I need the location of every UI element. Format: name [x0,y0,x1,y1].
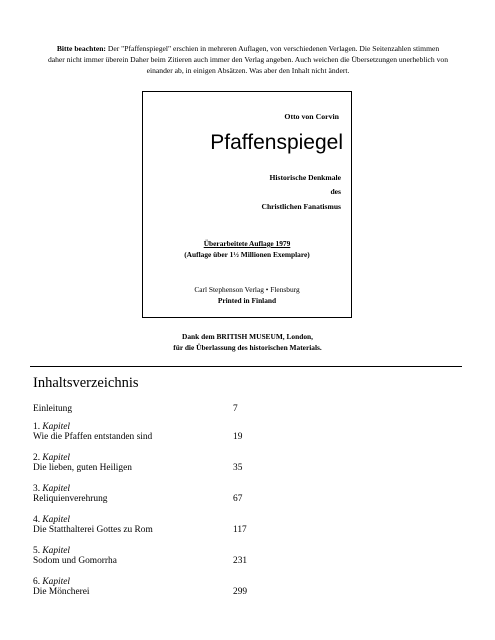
toc-entry-title: Reliquienverehrung [33,494,108,504]
chapter-word: Kapitel [42,453,70,463]
subtitle-line-2: des [330,187,341,196]
edition: Überarbeitete Auflage 1979 [203,239,291,248]
toc-entry-page: 35 [233,463,243,473]
toc-entry[interactable] [33,404,293,422]
toc-entry[interactable] [33,453,293,484]
notice-label: Bitte beachten: [56,44,106,53]
toc-entry-title: Die Statthalterei Gottes zu Rom [33,525,153,535]
chapter-number: 6. [33,577,41,587]
toc-entry[interactable] [33,546,293,577]
chapter-word: Kapitel [42,577,70,587]
chapter-number: 1. [33,422,41,432]
chapter-word: Kapitel [42,484,70,494]
divider [30,366,462,367]
toc-chapter-number [33,422,70,432]
toc-heading: Inhaltsverzeichnis [33,375,139,391]
acknowledgement-line-1: Dank dem BRITISH MUSEUM, London, [181,332,313,341]
toc-entry[interactable] [33,422,293,453]
toc-chapter-number [33,577,70,587]
acknowledgement [90,331,405,353]
toc-entry-page: 19 [233,432,243,442]
toc-entry[interactable] [33,515,293,546]
toc-entry-title: Die Möncherei [33,587,90,597]
chapter-number: 3. [33,484,41,494]
table-of-contents [33,404,293,608]
subtitle-line-1: Historische Denkmale [269,173,341,182]
toc-entry-title: Wie die Pfaffen entstanden sind [33,432,153,442]
title-page-box [142,91,352,318]
publisher: Carl Stephenson Verlag • Flensburg [194,285,300,294]
toc-entry-title: Die lieben, guten Heiligen [33,463,132,473]
toc-entry-page: 299 [233,587,248,597]
subtitle-line-3: Christlichen Fanatismus [261,202,341,211]
chapter-word: Kapitel [42,546,70,556]
toc-chapter-number [33,453,70,463]
chapter-word: Kapitel [42,515,70,525]
toc-entry[interactable] [33,484,293,515]
toc-entry-title: Sodom und Gomorrha [33,556,117,566]
book-title: Pfaffenspiegel [210,131,343,154]
chapter-number: 5. [33,546,41,556]
printed-in: Printed in Finland [217,296,277,305]
notice [18,43,478,76]
author: Otto von Corvin [284,112,339,121]
edition-copies: (Auflage über 1½ Millionen Exemplare) [184,250,310,259]
toc-entry[interactable] [33,577,293,608]
toc-entry-page: 67 [233,494,243,504]
notice-line-3: einander ab, in einigen Absätzen. Was aber den Inhalt nicht ändert. [146,66,350,75]
toc-entry-page: 231 [233,556,248,566]
toc-chapter-number [33,515,70,525]
toc-chapter-number [33,546,70,556]
chapter-word: Kapitel [42,422,70,432]
toc-entry-title: Einleitung [33,404,73,414]
chapter-number: 4. [33,515,41,525]
notice-line-1: Der "Pfaffenspiegel" erschien in mehreren Auflagen, von verschiedenen Verlagen. Die Seitenzahlen stimmen [105,44,440,53]
notice-line-2: daher nicht immer überein Daher beim Zitieren auch immer den Verlag angeben. Auch weichen die Übersetzungen unerheblich von [47,55,449,64]
toc-entry-page: 117 [233,525,247,535]
toc-entry-page: 7 [233,404,238,414]
chapter-number: 2. [33,453,41,463]
toc-chapter-number [33,484,70,494]
acknowledgement-line-2: für die Überlassung des historischen Materials. [173,343,322,352]
